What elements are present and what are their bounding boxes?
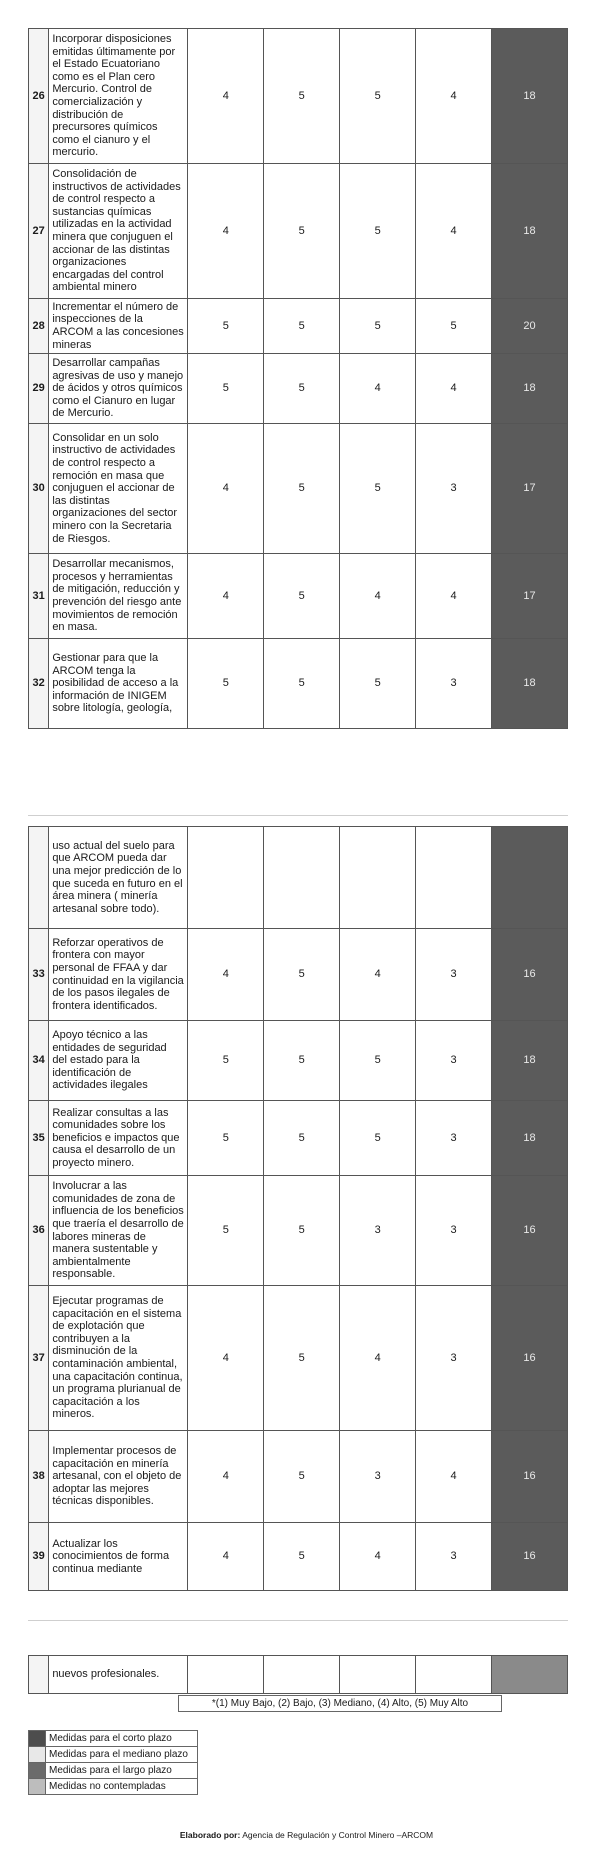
- score-cell-2: 5: [264, 1101, 340, 1176]
- score-cell-2: 5: [264, 1176, 340, 1286]
- row-number-cell: 31: [29, 554, 49, 639]
- table-row: [29, 29, 568, 164]
- score-cell-1: 4: [188, 1431, 264, 1523]
- legend-item: [28, 1730, 198, 1747]
- row-description-cell: Implementar procesos de capacitación en minería artesanal, con el objeto de adoptar las mejores técnicas disponibles.: [49, 1431, 188, 1523]
- score-cell-4: 5: [416, 299, 492, 354]
- measures-table: [28, 826, 568, 1591]
- total-score-cell: 16: [492, 1431, 568, 1523]
- score-cell-4: 3: [416, 1021, 492, 1101]
- score-cell-1: 4: [188, 424, 264, 554]
- row-description-cell: Ejecutar programas de capacitación en el sistema de explotación que contribuyen a la disminución de la contaminación ambiental, una capacitación continua, un programa plurianual de capacitación a los mineros.: [49, 1286, 188, 1431]
- score-cell-3: 5: [340, 164, 416, 299]
- score-cell-4: 4: [416, 554, 492, 639]
- row-description-cell: Incrementar el número de inspecciones de la ARCOM a las concesiones mineras: [49, 299, 188, 354]
- total-score-cell: 18: [492, 639, 568, 729]
- row-number-cell: 33: [29, 929, 49, 1021]
- score-cell-3: 5: [340, 1021, 416, 1101]
- score-cell-1: 5: [188, 1101, 264, 1176]
- score-cell-4: 3: [416, 1286, 492, 1431]
- score-cell-4: 4: [416, 164, 492, 299]
- score-cell-4: 3: [416, 1523, 492, 1591]
- score-cell-1: 4: [188, 929, 264, 1021]
- score-cell-2: 5: [264, 29, 340, 164]
- row-description-cell: Consolidación de instructivos de actividades de control respecto a sustancias químicas utilizadas en la actividad minera que conjuguen el accionar de las distintas organizaciones encargadas del control ambiental minero: [49, 164, 188, 299]
- scale-note: *(1) Muy Bajo, (2) Bajo, (3) Mediano, (4) Alto, (5) Muy Alto: [178, 1695, 502, 1712]
- measures-table-part-3: [28, 1655, 568, 1694]
- score-cell-3: 5: [340, 639, 416, 729]
- score-cell-3: 4: [340, 1523, 416, 1591]
- table-row-continuation: [29, 1656, 568, 1694]
- table-row: [29, 424, 568, 554]
- score-cell-1: 5: [188, 1176, 264, 1286]
- legend-swatch: [29, 1779, 46, 1794]
- total-score-cell: 18: [492, 1021, 568, 1101]
- table-row: [29, 1021, 568, 1101]
- score-cell-1: 5: [188, 299, 264, 354]
- score-cell-1: 5: [188, 1021, 264, 1101]
- score-cell-4: 3: [416, 1101, 492, 1176]
- page-break: [28, 815, 568, 816]
- score-cell-4: 3: [416, 424, 492, 554]
- score-cell-3: 5: [340, 29, 416, 164]
- score-cell-2: 5: [264, 554, 340, 639]
- score-cell-2: 5: [264, 1431, 340, 1523]
- row-number-cell: 27: [29, 164, 49, 299]
- score-cell-3: 5: [340, 299, 416, 354]
- score-cell-1: 4: [188, 1286, 264, 1431]
- score-cell-1: 5: [188, 354, 264, 424]
- total-score-cell: 16: [492, 1176, 568, 1286]
- score-cell-4: 3: [416, 1176, 492, 1286]
- row-description-cell: Gestionar para que la ARCOM tenga la posibilidad de acceso a la información de INIGEM sobre litología, geología,: [49, 639, 188, 729]
- measures-table: [28, 28, 568, 729]
- legend: [28, 1730, 198, 1795]
- score-cell-2: 5: [264, 299, 340, 354]
- score-cell-2: 5: [264, 1021, 340, 1101]
- score-cell-4: 4: [416, 29, 492, 164]
- score-cell-3: 4: [340, 929, 416, 1021]
- page-break: [28, 1620, 568, 1621]
- total-score-cell: 16: [492, 929, 568, 1021]
- score-cell-3: 3: [340, 1431, 416, 1523]
- score-cell-1: 4: [188, 164, 264, 299]
- score-cell-3: 4: [340, 1286, 416, 1431]
- score-cell-1: 5: [188, 639, 264, 729]
- legend-item: [28, 1747, 198, 1763]
- table-row: [29, 1431, 568, 1523]
- table-row: [29, 1523, 568, 1591]
- legend-swatch: [29, 1763, 46, 1778]
- row-number-cell: 29: [29, 354, 49, 424]
- table-row: [29, 1286, 568, 1431]
- score-cell-4: 4: [416, 354, 492, 424]
- score-cell-2: 5: [264, 424, 340, 554]
- score-cell-4: 3: [416, 639, 492, 729]
- score-cell-3: 4: [340, 554, 416, 639]
- table-row: [29, 164, 568, 299]
- row-number-cell: 30: [29, 424, 49, 554]
- score-cell-1: 4: [188, 29, 264, 164]
- legend-item: [28, 1779, 198, 1795]
- score-cell-4: 3: [416, 929, 492, 1021]
- total-score-cell: 18: [492, 29, 568, 164]
- total-score-cell: 16: [492, 1286, 568, 1431]
- table-row: [29, 354, 568, 424]
- total-score-cell: 20: [492, 299, 568, 354]
- score-cell-1: 4: [188, 554, 264, 639]
- row-description-cell: nuevos profesionales.: [49, 1656, 188, 1694]
- legend-item: [28, 1763, 198, 1779]
- row-description-cell: Apoyo técnico a las entidades de seguridad del estado para la identificación de actividades ilegales: [49, 1021, 188, 1101]
- table-row: [29, 299, 568, 354]
- score-cell-2: 5: [264, 1286, 340, 1431]
- total-score-cell: 16: [492, 1523, 568, 1591]
- table-row-continuation: [29, 827, 568, 929]
- legend-label: Medidas para el mediano plazo: [49, 1749, 188, 1760]
- score-cell-1: 4: [188, 1523, 264, 1591]
- row-description-cell: uso actual del suelo para que ARCOM pueda dar una mejor predicción de lo que suceda en futuro en el área minera ( minería artesanal sobre todo).: [49, 827, 188, 929]
- row-description-cell: Actualizar los conocimientos de forma continua mediante: [49, 1523, 188, 1591]
- legend-label: Medidas para el largo plazo: [49, 1765, 172, 1776]
- score-cell-3: 3: [340, 1176, 416, 1286]
- page-section-1: [0, 0, 613, 810]
- legend-swatch: [29, 1731, 46, 1746]
- page-section-2: [0, 826, 613, 1606]
- table-row: [29, 1176, 568, 1286]
- row-description-cell: Desarrollar campañas agresivas de uso y manejo de ácidos y otros químicos como el Cianuro en lugar de Mercurio.: [49, 354, 188, 424]
- row-description-cell: Incorporar disposiciones emitidas últimamente por el Estado Ecuatoriano como es el Plan cero Mercurio. Control de comercialización y distribución de precursores químicos como el cianuro y el mercurio.: [49, 29, 188, 164]
- row-description-cell: Reforzar operativos de frontera con mayor personal de FFAA y dar continuidad en la vigilancia de los pasos ilegales de frontera identificados.: [49, 929, 188, 1021]
- credit-prefix: Elaborado por:: [179, 1830, 241, 1840]
- score-cell-3: 5: [340, 1101, 416, 1176]
- measures-table: [28, 1655, 568, 1694]
- score-cell-2: 5: [264, 929, 340, 1021]
- total-score-cell: 18: [492, 354, 568, 424]
- row-description-cell: Consolidar en un solo instructivo de actividades de control respecto a remoción en masa que conjuguen el accionar de las distintas organizaciones del sector minero con la Secretaria de Riesgos.: [49, 424, 188, 554]
- measures-table-part-2: [28, 826, 568, 1591]
- legend-label: Medidas no contempladas: [49, 1781, 166, 1792]
- row-number-cell: 36: [29, 1176, 49, 1286]
- row-number-cell: 28: [29, 299, 49, 354]
- score-cell-4: 4: [416, 1431, 492, 1523]
- total-score-cell: 18: [492, 164, 568, 299]
- table-row: [29, 639, 568, 729]
- score-cell-3: 4: [340, 354, 416, 424]
- score-cell-2: 5: [264, 164, 340, 299]
- score-cell-3: 5: [340, 424, 416, 554]
- table-row: [29, 1101, 568, 1176]
- row-number-cell: 32: [29, 639, 49, 729]
- score-cell-2: 5: [264, 1523, 340, 1591]
- row-description-cell: Desarrollar mecanismos, procesos y herramientas de mitigación, reducción y prevención del riesgo ante movimientos de remoción en masa.: [49, 554, 188, 639]
- row-description-cell: Realizar consultas a las comunidades sobre los beneficios e impactos que causa el desarrollo de un proyecto minero.: [49, 1101, 188, 1176]
- score-cell-2: 5: [264, 354, 340, 424]
- table-row: [29, 929, 568, 1021]
- total-score-cell: 17: [492, 424, 568, 554]
- score-cell-2: 5: [264, 639, 340, 729]
- row-number-cell: 38: [29, 1431, 49, 1523]
- row-number-cell: [29, 1656, 49, 1694]
- row-description-cell: Involucrar a las comunidades de zona de influencia de los beneficios que traería el desarrollo de labores mineras de manera sustentable y ambientalmente responsable.: [49, 1176, 188, 1286]
- row-number-cell: 34: [29, 1021, 49, 1101]
- legend-swatch: [29, 1747, 46, 1762]
- row-number-cell: 35: [29, 1101, 49, 1176]
- total-score-cell: 17: [492, 554, 568, 639]
- measures-table-part-1: [28, 28, 568, 729]
- total-score-cell: 18: [492, 1101, 568, 1176]
- row-number-cell: [29, 827, 49, 929]
- table-row: [29, 554, 568, 639]
- row-number-cell: 26: [29, 29, 49, 164]
- credit-line: [0, 1830, 613, 1840]
- row-number-cell: 39: [29, 1523, 49, 1591]
- credit-text: Agencia de Regulación y Control Minero –ARCOM: [242, 1830, 434, 1840]
- row-number-cell: 37: [29, 1286, 49, 1431]
- legend-label: Medidas para el corto plazo: [49, 1733, 172, 1744]
